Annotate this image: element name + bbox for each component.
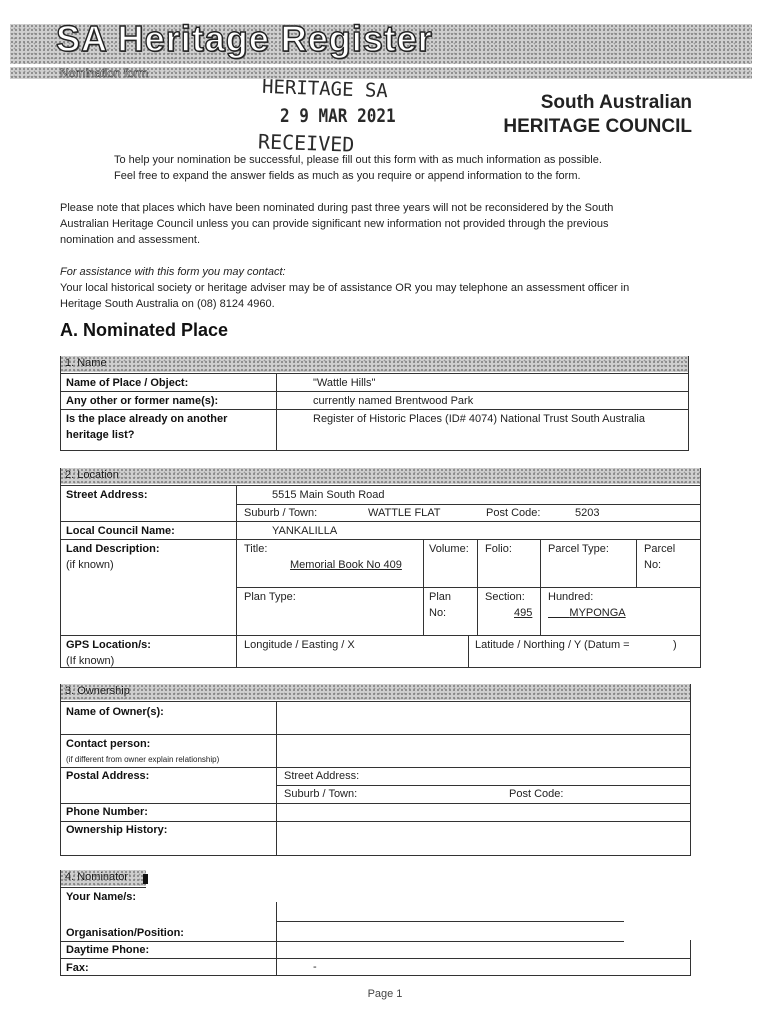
section-field[interactable]: [514, 607, 532, 619]
street-address-field[interactable]: 5515 Main South Road: [272, 489, 385, 501]
title-field-value: Memorial Book No 409: [290, 559, 402, 571]
latitude-close: ): [673, 639, 677, 651]
ownership-history-label: Ownership History:: [66, 824, 168, 836]
heritage-list-field[interactable]: Register of Historic Places (ID# 4074) National Trust South Australia: [313, 413, 645, 425]
parcel-type-label: Parcel Type:: [548, 543, 609, 555]
longitude-label[interactable]: Longitude / Easting / X: [244, 639, 355, 651]
parcel-no-label-2: No:: [644, 559, 662, 571]
latitude-label[interactable]: Latitude / Northing / Y (Datum =: [475, 639, 630, 651]
contact-person-sub: (if different from owner explain relationship): [66, 755, 220, 764]
nominator-name-field[interactable]: [278, 904, 622, 920]
street-address-label: Street Address:: [66, 489, 148, 501]
stamp-received: RECEIVED: [257, 129, 355, 157]
form-title: SA Heritage Register: [56, 18, 433, 59]
owner-phone-label: Phone Number:: [66, 806, 148, 818]
plan-no-label-2: No:: [429, 607, 447, 619]
assist-line-1: Your local historical society or heritage adviser may be of assistance OR you may telephone an assessment officer in: [60, 282, 630, 294]
council-name-line2: HERITAGE COUNCIL: [503, 116, 692, 137]
intro-line-2: Feel free to expand the answer fields as much as you require or append information to the form.: [114, 170, 581, 182]
folio-label: Folio:: [485, 543, 512, 555]
owner-street-label[interactable]: Street Address:: [284, 770, 360, 782]
section-field-value: 495: [514, 607, 533, 619]
land-description-label: Land Description:: [66, 543, 160, 555]
location-section-header: [60, 468, 700, 484]
place-name-field[interactable]: "Wattle Hills": [313, 377, 376, 389]
ownership-section-header-label: 3. Ownership: [65, 685, 130, 697]
section-label: Section:: [485, 591, 525, 603]
hundred-field[interactable]: [548, 607, 626, 619]
council-name-line1: South Australian: [540, 92, 692, 113]
owner-name-label: Name of Owner(s):: [66, 706, 164, 718]
ownership-history-field[interactable]: [278, 823, 688, 854]
title-label: Title:: [244, 543, 268, 555]
nominator-section-header-label: 4. Nominator: [65, 871, 128, 883]
header-marker-icon: [143, 874, 148, 884]
name-section-header-label: 1. Name: [65, 357, 107, 369]
owner-postcode-label[interactable]: Post Code:: [509, 788, 564, 800]
council-label: Local Council Name:: [66, 525, 175, 537]
heritage-list-label-1: Is the place already on another: [66, 413, 228, 425]
daytime-phone-field[interactable]: [278, 943, 688, 957]
suburb-label: Suburb / Town:: [244, 507, 318, 519]
other-names-field[interactable]: currently named Brentwood Park: [313, 395, 474, 407]
title-field[interactable]: [290, 559, 402, 571]
assist-line-2: Heritage South Australia on (08) 8124 4960.: [60, 298, 275, 310]
plan-type-label: Plan Type:: [244, 591, 296, 603]
hundred-label: Hundred:: [548, 591, 594, 603]
hundred-field-value: MYPONGA: [569, 607, 626, 619]
land-description-sub: (if known): [66, 559, 114, 571]
gps-label: GPS Location/s:: [66, 639, 151, 651]
nominator-name-label: Your Name/s:: [66, 891, 137, 903]
postcode-label: Post Code:: [486, 507, 541, 519]
gps-sub: (If known): [66, 655, 115, 667]
location-section-header-label: 2. Location: [65, 469, 119, 481]
owner-suburb-label[interactable]: Suburb / Town:: [284, 788, 358, 800]
plan-no-label-1: Plan: [429, 591, 452, 603]
fax-field[interactable]: -: [313, 961, 317, 973]
name-section-header: [60, 356, 688, 372]
page-number: Page 1: [367, 988, 403, 1000]
daytime-phone-label: Daytime Phone:: [66, 944, 150, 956]
note-line-3: nomination and assessment.: [60, 234, 201, 246]
contact-person-field[interactable]: [278, 736, 688, 766]
fax-label: Fax:: [66, 962, 89, 974]
note-line-2: Australian Heritage Council unless you can provide significant new information not provided through the previous: [60, 218, 609, 230]
intro-line-1: To help your nomination be successful, please fill out this form with as much information as possible.: [114, 154, 602, 166]
volume-label: Volume:: [429, 543, 469, 555]
parcel-no-label-1: Parcel: [644, 543, 676, 555]
heritage-list-label-2: heritage list?: [66, 429, 135, 441]
organisation-field[interactable]: [278, 923, 622, 940]
form-subtitle: Nomination form: [60, 66, 149, 80]
note-line-1: Please note that places which have been nominated during past three years will not be reconsidered by the South: [60, 202, 614, 214]
owner-phone-field[interactable]: [278, 805, 688, 820]
nominator-section-header: [60, 870, 146, 886]
postal-address-label: Postal Address:: [66, 770, 150, 782]
postcode-field[interactable]: 5203: [575, 507, 600, 519]
place-name-label: Name of Place / Object:: [66, 377, 189, 389]
stamp-date: 2 9 MAR 2021: [280, 104, 396, 127]
council-field[interactable]: YANKALILLA: [272, 525, 338, 537]
owner-name-field[interactable]: [278, 703, 688, 733]
other-names-label: Any other or former name(s):: [66, 395, 219, 407]
ownership-section-header: [60, 684, 690, 700]
assist-heading: For assistance with this form you may contact:: [60, 266, 286, 278]
contact-person-label: Contact person:: [66, 738, 151, 750]
organisation-label: Organisation/Position:: [66, 927, 184, 939]
stamp-heritage-sa: HERITAGE SA: [261, 75, 389, 103]
section-a-title: A. Nominated Place: [60, 320, 229, 340]
suburb-field[interactable]: WATTLE FLAT: [368, 507, 441, 519]
